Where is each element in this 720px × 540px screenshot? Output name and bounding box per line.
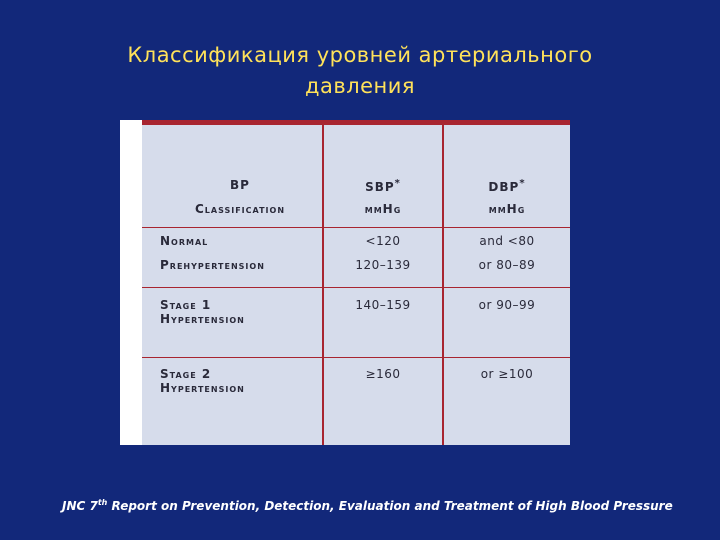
row-sbp-stage1: 140–159: [355, 298, 411, 312]
header-classification-line1: BP: [230, 178, 250, 192]
header-dbp-mark: *: [519, 178, 526, 189]
row-label-stage2-line1: Stage 2: [160, 367, 212, 381]
header-dbp: [444, 178, 570, 216]
header-sbp: [324, 178, 442, 216]
source-footnote: [62, 494, 682, 515]
header-sbp-unit: mmHg: [364, 202, 402, 216]
row-label-stage2-line2: Hypertension: [160, 381, 245, 395]
footnote-pre: JNC 7: [62, 499, 98, 513]
slide-title-line2: давления: [304, 74, 416, 98]
row-dbp-normal: and <80: [479, 234, 535, 248]
row-dbp-stage1: or 90–99: [478, 298, 536, 312]
header-classification-line2: Classification: [194, 202, 286, 216]
row-dbp-stage2: or ≥100: [480, 367, 534, 381]
row-label-stage1-line1: Stage 1: [160, 298, 212, 312]
row-sbp-stage2: ≥160: [365, 367, 401, 381]
slide-title: [40, 40, 680, 102]
row-divider-header: [142, 227, 570, 228]
row-sbp-normal: <120: [365, 234, 401, 248]
header-dbp-label: DBP: [488, 180, 520, 194]
row-label-prehypertension: Prehypertension: [160, 258, 265, 272]
column-divider-2: [442, 125, 444, 445]
header-classification: [160, 178, 320, 216]
footnote-sup: th: [97, 498, 108, 507]
row-divider-2: [142, 287, 570, 288]
bp-classification-table: [120, 120, 570, 445]
footnote-post: Report on Prevention, Detection, Evaluation and Treatment of High Blood Pressure: [107, 499, 673, 513]
row-label-stage1: [160, 298, 245, 326]
header-dbp-unit: mmHg: [488, 202, 526, 216]
row-divider-3: [142, 357, 570, 358]
row-sbp-prehypertension: 120–139: [355, 258, 411, 272]
header-sbp-mark: *: [394, 178, 401, 189]
row-label-stage2: [160, 367, 245, 395]
row-label-stage1-line2: Hypertension: [160, 312, 245, 326]
table-shade: [142, 125, 570, 445]
header-sbp-label: SBP: [365, 180, 395, 194]
slide-title-line1: Классификация уровней артериального: [127, 43, 593, 67]
column-divider-1: [322, 125, 324, 445]
row-dbp-prehypertension: or 80–89: [478, 258, 536, 272]
row-label-normal: Normal: [160, 234, 209, 248]
